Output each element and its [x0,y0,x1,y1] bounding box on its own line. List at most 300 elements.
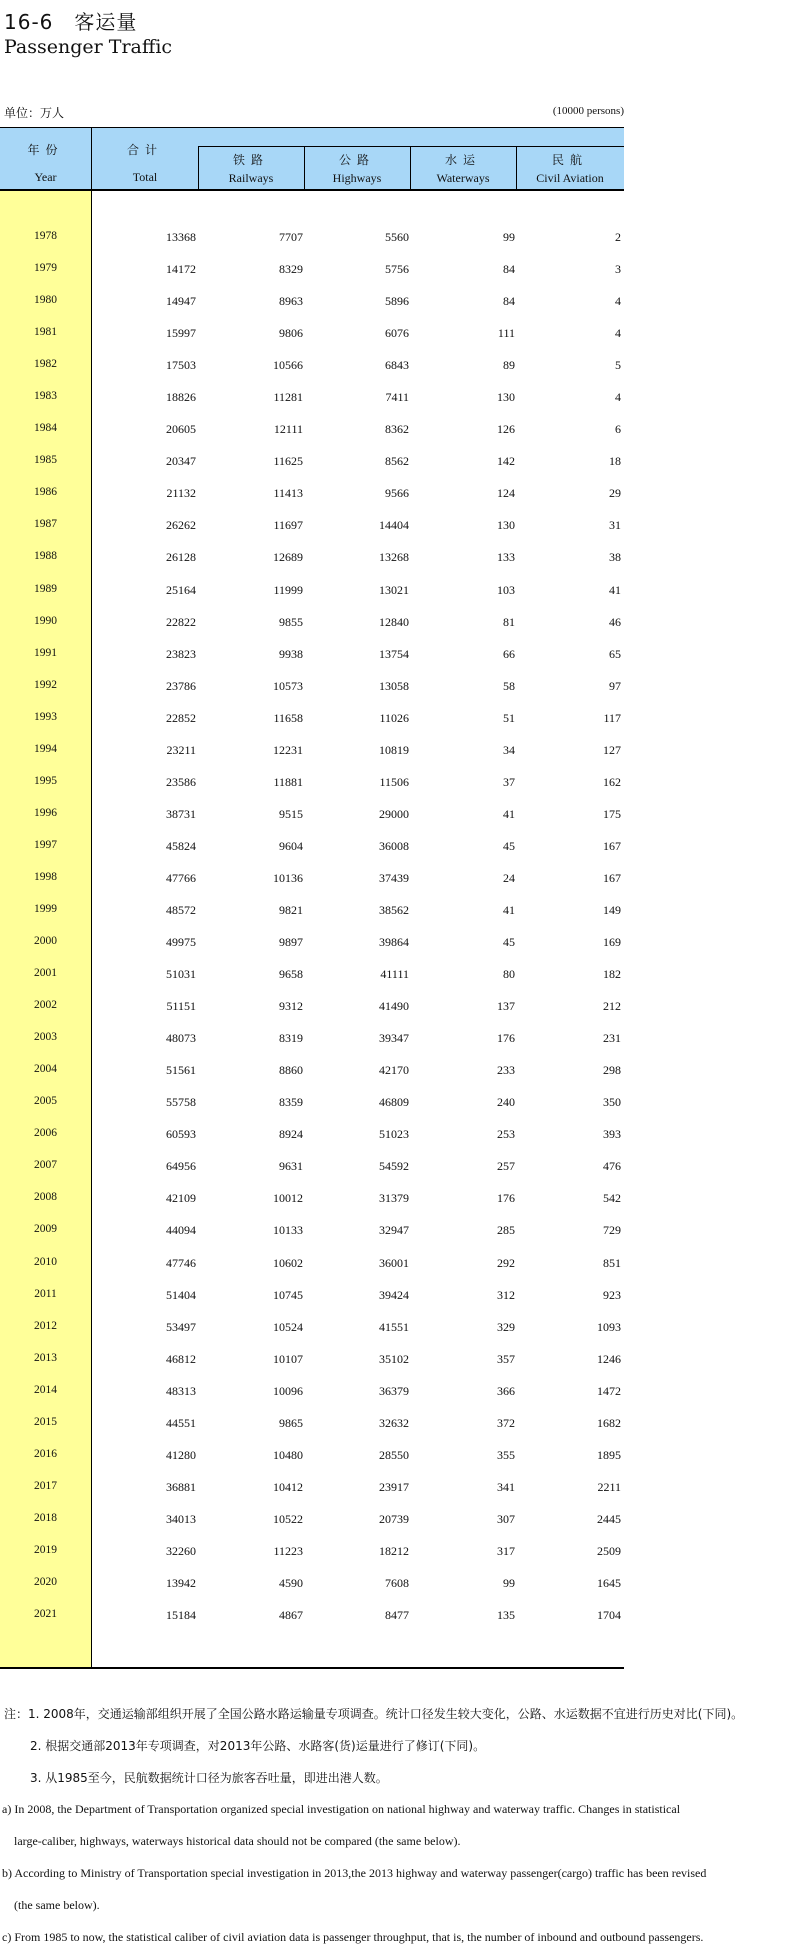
table-row [0,609,624,641]
year-cell: 2018 [34,1511,57,1524]
railways-cell: 10480 [273,1447,303,1462]
waterways-cell: 111 [497,326,515,341]
year-cell: 1994 [34,742,57,755]
highways-cell: 23917 [379,1479,409,1494]
year-cell: 1988 [34,550,57,563]
table-row [0,352,624,384]
waterways-cell: 253 [497,1127,515,1142]
year-cell: 2000 [34,935,57,948]
waterways-cell: 37 [503,774,515,789]
unit-label-cn: 单位：万人 [4,106,65,120]
year-cell: 1984 [34,422,57,435]
civil-aviation-cell: 18 [609,454,621,469]
year-cell: 2008 [34,1191,57,1204]
year-cell: 1999 [34,902,57,915]
waterways-cell: 130 [497,518,515,533]
table-row [0,1314,624,1346]
railways-cell: 11999 [273,582,303,597]
civil-aviation-cell: 4 [615,326,621,341]
highways-cell: 32632 [379,1415,409,1430]
civil-aviation-cell: 46 [609,614,621,629]
table-row [0,1025,624,1057]
highways-cell: 31379 [379,1191,409,1206]
table-row [0,1282,624,1314]
railways-cell: 11881 [273,774,303,789]
header-waterways [410,151,516,186]
railways-cell: 4867 [279,1608,303,1623]
total-cell: 51404 [166,1287,196,1302]
highways-cell: 29000 [379,806,409,821]
year-cell: 2002 [34,999,57,1012]
waterways-cell: 355 [497,1447,515,1462]
header-total-en: Total [132,170,158,184]
header-civil-aviation [516,151,624,186]
year-cell: 2007 [34,1159,57,1172]
civil-aviation-cell: 1704 [597,1608,621,1623]
civil-aviation-cell: 298 [603,1063,621,1078]
table-row [0,929,624,961]
highways-cell: 13268 [379,550,409,565]
year-cell: 2012 [34,1319,57,1332]
highways-cell: 38562 [379,902,409,917]
railways-cell: 10745 [273,1287,303,1302]
total-cell: 51561 [166,1063,196,1078]
table-top-rule [0,127,624,128]
railways-cell: 8860 [279,1063,303,1078]
total-cell: 42109 [166,1191,196,1206]
railways-cell: 9658 [279,967,303,982]
table-row [0,544,624,576]
waterways-cell: 103 [497,582,515,597]
waterways-cell: 312 [497,1287,515,1302]
highways-cell: 51023 [379,1127,409,1142]
civil-aviation-cell: 117 [603,710,621,725]
year-cell: 2005 [34,1095,57,1108]
total-cell: 38731 [166,806,196,821]
waterways-cell: 317 [497,1543,515,1558]
year-cell: 1987 [34,518,57,531]
total-cell: 15184 [166,1608,196,1623]
year-cell: 1978 [34,230,57,242]
waterways-cell: 24 [503,870,515,885]
railways-cell: 11413 [273,486,303,501]
waterways-cell: 84 [503,294,515,309]
year-cell: 1979 [34,262,57,275]
highways-cell: 41490 [379,999,409,1014]
year-cell: 1993 [34,710,57,723]
civil-aviation-cell: 3 [615,262,621,277]
total-cell: 23586 [166,774,196,789]
waterways-cell: 292 [497,1255,515,1270]
year-cell: 1990 [34,614,57,627]
waterways-cell: 142 [497,454,515,469]
header-railways-en: Railways [228,171,274,185]
highways-cell: 12840 [379,614,409,629]
railways-cell: 10522 [273,1511,303,1526]
total-cell: 26128 [166,550,196,565]
table-row [0,416,624,448]
year-cell: 1997 [34,838,57,851]
total-cell: 23823 [166,646,196,661]
waterways-cell: 45 [503,838,515,853]
civil-aviation-cell: 149 [603,902,621,917]
waterways-cell: 176 [497,1191,515,1206]
highways-cell: 9566 [385,486,409,501]
highways-cell: 35102 [379,1351,409,1366]
table-row [0,833,624,865]
page-title-cn: 16-6 客运量 [4,10,138,34]
highways-cell: 39424 [379,1287,409,1302]
railways-cell: 4590 [279,1575,303,1590]
highways-cell: 6843 [385,358,409,373]
header-year [0,141,91,185]
total-cell: 45824 [166,838,196,853]
waterways-cell: 285 [497,1223,515,1238]
civil-aviation-cell: 4 [615,390,621,405]
total-cell: 20605 [166,422,196,437]
highways-cell: 8562 [385,454,409,469]
civil-aviation-cell: 41 [609,582,621,597]
civil-aviation-cell: 2509 [597,1543,621,1558]
year-cell: 1982 [34,358,57,371]
highways-cell: 20739 [379,1511,409,1526]
railways-cell: 10602 [273,1255,303,1270]
table-row [0,1217,624,1249]
year-cell: 2020 [34,1575,57,1588]
note-en-b-1: b) According to Ministry of Transportation special investigation in 2013,the 2013 highway and waterway passenger(cargo) traffic has been revised [2,1866,707,1880]
civil-aviation-cell: 167 [603,838,621,853]
header-total [92,141,198,185]
highways-cell: 36008 [379,838,409,853]
total-cell: 17503 [166,358,196,373]
highways-cell: 13058 [379,678,409,693]
year-cell: 1991 [34,646,57,659]
civil-aviation-cell: 729 [603,1223,621,1238]
table-row [0,1121,624,1153]
civil-aviation-cell: 476 [603,1159,621,1174]
civil-aviation-cell: 1682 [597,1415,621,1430]
year-cell: 2011 [34,1287,57,1300]
civil-aviation-cell: 169 [603,935,621,950]
total-cell: 18826 [166,390,196,405]
table-row [0,1057,624,1089]
table-row [0,384,624,416]
table-row [0,865,624,897]
highways-cell: 8362 [385,422,409,437]
year-cell: 1981 [34,326,57,339]
civil-aviation-cell: 1645 [597,1575,621,1590]
railways-cell: 10133 [273,1223,303,1238]
highways-cell: 39864 [379,935,409,950]
header-total-cn: 合计 [126,143,163,157]
highways-cell: 36001 [379,1255,409,1270]
highways-cell: 10819 [379,742,409,757]
railways-cell: 10566 [273,358,303,373]
year-cell: 2019 [34,1543,57,1556]
highways-cell: 11506 [379,774,409,789]
civil-aviation-cell: 1472 [597,1383,621,1398]
table-row [0,961,624,993]
civil-aviation-cell: 175 [603,806,621,821]
civil-aviation-cell: 393 [603,1127,621,1142]
table-bottom-rule [0,1667,624,1669]
railways-cell: 9897 [279,935,303,950]
waterways-cell: 99 [503,230,515,244]
table-row [0,320,624,352]
waterways-cell: 89 [503,358,515,373]
waterways-cell: 41 [503,902,515,917]
waterways-cell: 126 [497,422,515,437]
table-row [0,1346,624,1378]
highways-cell: 5756 [385,262,409,277]
civil-aviation-cell: 4 [615,294,621,309]
railways-cell: 9806 [279,326,303,341]
note-en-c-1: c) From 1985 to now, the statistical caliber of civil aviation data is passenger throughput, that is, the number of inbound and outbound passengers. [2,1930,704,1944]
railways-cell: 11658 [273,710,303,725]
page-title-en: Passenger Traffic [4,36,173,58]
highways-cell: 5896 [385,294,409,309]
year-cell: 2001 [34,967,57,980]
year-cell: 2014 [34,1383,57,1396]
highways-cell: 32947 [379,1223,409,1238]
waterways-cell: 124 [497,486,515,501]
waterways-cell: 137 [497,999,515,1014]
waterways-cell: 130 [497,390,515,405]
waterways-cell: 240 [497,1095,515,1110]
highways-cell: 18212 [379,1543,409,1558]
total-cell: 44551 [166,1415,196,1430]
civil-aviation-cell: 350 [603,1095,621,1110]
total-cell: 53497 [166,1319,196,1334]
railways-cell: 12689 [273,550,303,565]
railways-cell: 9515 [279,806,303,821]
table-row [0,1153,624,1185]
table-row [0,673,624,705]
total-cell: 21132 [166,486,196,501]
total-cell: 13368 [166,230,196,244]
total-cell: 64956 [166,1159,196,1174]
header-highways-cn: 公路 [338,153,375,167]
table-row [0,224,624,256]
railways-cell: 10012 [273,1191,303,1206]
waterways-cell: 81 [503,614,515,629]
civil-aviation-cell: 1895 [597,1447,621,1462]
civil-aviation-cell: 162 [603,774,621,789]
year-cell: 1983 [34,390,57,403]
railways-cell: 9631 [279,1159,303,1174]
table-body [0,224,624,1634]
waterways-cell: 257 [497,1159,515,1174]
railways-cell: 10573 [273,678,303,693]
total-cell: 15997 [166,326,196,341]
total-cell: 32260 [166,1543,196,1558]
table-row [0,480,624,512]
table-row [0,1474,624,1506]
civil-aviation-cell: 31 [609,518,621,533]
civil-aviation-cell: 2 [615,230,621,244]
note-en-a-1: a) In 2008, the Department of Transportation organized special investigation on national highway and waterway traffic. Changes in statistical [2,1802,681,1816]
waterways-cell: 366 [497,1383,515,1398]
year-cell: 2003 [34,1031,57,1044]
total-cell: 25164 [166,582,196,597]
railways-cell: 9821 [279,902,303,917]
year-cell: 1989 [34,582,57,595]
civil-aviation-cell: 29 [609,486,621,501]
highways-cell: 13021 [379,582,409,597]
highways-cell: 54592 [379,1159,409,1174]
total-cell: 51031 [166,967,196,982]
railways-cell: 10412 [273,1479,303,1494]
waterways-cell: 307 [497,1511,515,1526]
header-highways-en: Highways [332,171,382,185]
waterways-cell: 41 [503,806,515,821]
highways-cell: 5560 [385,230,409,244]
waterways-cell: 329 [497,1319,515,1334]
railways-cell: 11223 [273,1543,303,1558]
header-waterways-cn: 水运 [444,153,481,167]
total-cell: 44094 [166,1223,196,1238]
year-cell: 2004 [34,1063,57,1076]
table-row [0,288,624,320]
note-cn-2: 2. 根据交通部2013年专项调查，对2013年公路、水路客(货)运量进行了修订(下同)。 [30,1739,486,1753]
highways-cell: 37439 [379,870,409,885]
table-row [0,1378,624,1410]
civil-aviation-cell: 127 [603,742,621,757]
year-cell: 1995 [34,774,57,787]
total-cell: 49975 [166,935,196,950]
highways-cell: 7608 [385,1575,409,1590]
total-cell: 55758 [166,1095,196,1110]
civil-aviation-cell: 542 [603,1191,621,1206]
header-civil-aviation-en: Civil Aviation [536,171,604,185]
waterways-cell: 84 [503,262,515,277]
table-row [0,1250,624,1282]
table-row [0,1185,624,1217]
railways-cell: 12231 [273,742,303,757]
header-waterways-en: Waterways [436,171,490,185]
railways-cell: 10136 [273,870,303,885]
civil-aviation-cell: 851 [603,1255,621,1270]
highways-cell: 41111 [380,967,409,982]
railways-cell: 7707 [279,230,303,244]
total-cell: 60593 [166,1127,196,1142]
note-cn-1: 注：1. 2008年，交通运输部组织开展了全国公路水路运输量专项调查。统计口径发生较大变化，公路、水运数据不宜进行历史对比(下同)。 [4,1707,744,1721]
railways-cell: 10107 [273,1351,303,1366]
note-en-a-2: large-caliber, highways, waterways historical data should not be compared (the same below). [14,1834,461,1848]
railways-cell: 10524 [273,1319,303,1334]
table-row [0,448,624,480]
unit-label-en: (10000 persons) [552,105,624,117]
year-cell: 2010 [34,1255,57,1268]
civil-aviation-cell: 97 [609,678,621,693]
note-cn-3: 3. 从1985至今，民航数据统计口径为旅客吞吐量，即进出港人数。 [30,1771,388,1785]
waterways-cell: 66 [503,646,515,661]
total-cell: 46812 [166,1351,196,1366]
civil-aviation-cell: 212 [603,999,621,1014]
civil-aviation-cell: 65 [609,646,621,661]
table-row [0,577,624,609]
waterways-cell: 58 [503,678,515,693]
total-cell: 14947 [166,294,196,309]
total-cell: 23211 [166,742,196,757]
waterways-cell: 233 [497,1063,515,1078]
table-row [0,897,624,929]
header-year-en: Year [34,170,57,184]
civil-aviation-cell: 5 [615,358,621,373]
railways-cell: 9855 [279,614,303,629]
year-cell: 1980 [34,294,57,307]
highways-cell: 11026 [379,710,409,725]
note-en-b-2: (the same below). [14,1898,100,1912]
header-railways-cn: 铁路 [232,153,269,167]
civil-aviation-cell: 2211 [597,1479,621,1494]
highways-cell: 46809 [379,1095,409,1110]
table-row [0,512,624,544]
table-row [0,1538,624,1570]
total-cell: 48572 [166,902,196,917]
waterways-cell: 80 [503,967,515,982]
table-row [0,1089,624,1121]
year-cell: 2021 [34,1608,57,1621]
total-cell: 34013 [166,1511,196,1526]
table-row [0,705,624,737]
waterways-cell: 372 [497,1415,515,1430]
railways-cell: 9312 [279,999,303,1014]
subheader-rule [198,146,624,147]
railways-cell: 10096 [273,1383,303,1398]
highways-cell: 14404 [379,518,409,533]
header-year-cn: 年份 [27,143,64,157]
year-cell: 2006 [34,1127,57,1140]
railways-cell: 8924 [279,1127,303,1142]
year-cell: 1992 [34,678,57,691]
highways-cell: 36379 [379,1383,409,1398]
waterways-cell: 45 [503,935,515,950]
railways-cell: 11281 [273,390,303,405]
waterways-cell: 34 [503,742,515,757]
waterways-cell: 51 [503,710,515,725]
total-cell: 48073 [166,1031,196,1046]
highways-cell: 39347 [379,1031,409,1046]
table-row [0,641,624,673]
total-cell: 23786 [166,678,196,693]
total-cell: 41280 [166,1447,196,1462]
total-cell: 26262 [166,518,196,533]
highways-cell: 41551 [379,1319,409,1334]
table-header-rule [0,189,624,191]
civil-aviation-cell: 38 [609,550,621,565]
railways-cell: 11697 [273,518,303,533]
year-cell: 1996 [34,806,57,819]
total-cell: 51151 [166,999,196,1014]
railways-cell: 9865 [279,1415,303,1430]
table-row [0,737,624,769]
table-row [0,1506,624,1538]
civil-aviation-cell: 6 [615,422,621,437]
year-cell: 1985 [34,454,57,467]
year-cell: 2017 [34,1479,57,1492]
year-cell: 1998 [34,870,57,883]
year-cell: 2009 [34,1223,57,1236]
civil-aviation-cell: 923 [603,1287,621,1302]
railways-cell: 8329 [279,262,303,277]
header-railways [198,151,304,186]
table-row [0,1602,624,1634]
table-row [0,1570,624,1602]
railways-cell: 8319 [279,1031,303,1046]
railways-cell: 9938 [279,646,303,661]
total-cell: 47766 [166,870,196,885]
